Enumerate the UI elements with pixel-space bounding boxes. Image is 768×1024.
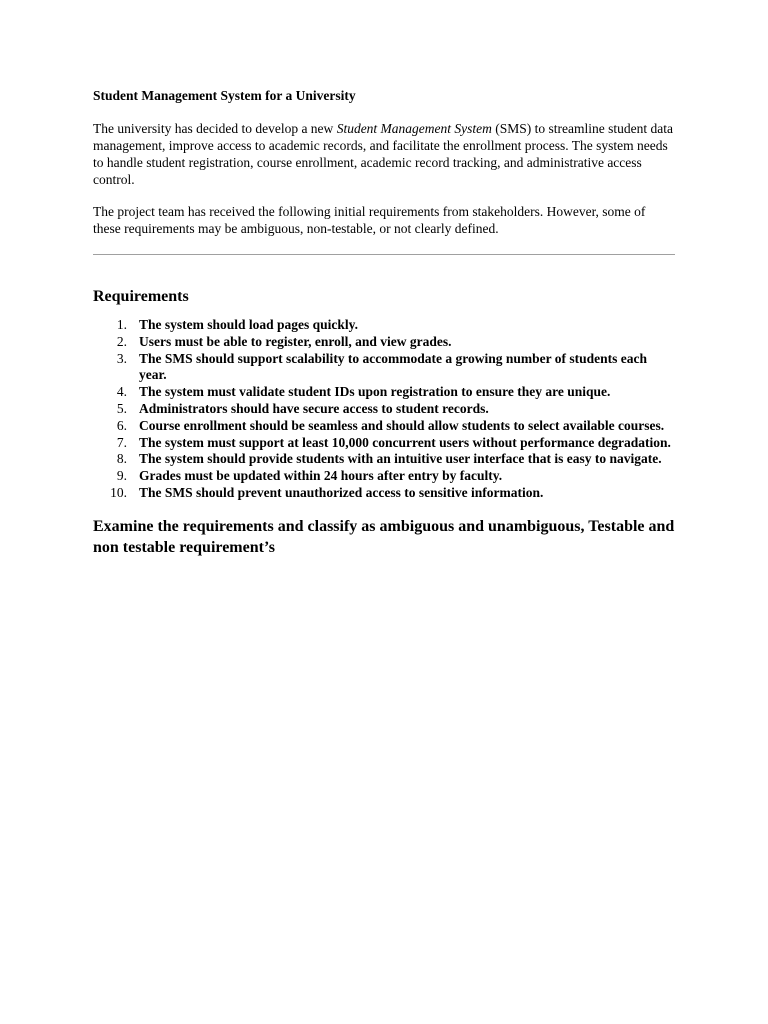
requirement-text: Users must be able to register, enroll, and view grades. [139, 333, 452, 349]
document-title: Student Management System for a University [93, 88, 356, 103]
task-question: Examine the requirements and classify as ambiguous and unambiguous, Testable and non testable requirement’s [93, 517, 675, 556]
requirements-list [93, 317, 675, 502]
requirement-number: 10. [110, 484, 127, 500]
requirement-number: 1. [116, 317, 127, 332]
requirement-item [93, 317, 675, 334]
requirement-number: 5. [116, 400, 127, 416]
requirement-item [93, 401, 675, 418]
document-body [93, 86, 675, 558]
requirement-number: 4. [116, 384, 127, 400]
requirement-item [93, 485, 675, 502]
requirement-item [93, 451, 675, 468]
requirement-item [93, 384, 675, 401]
requirement-text: Administrators should have secure access to student records. [139, 400, 489, 416]
requirement-number: 8. [116, 451, 127, 467]
requirement-number: 7. [116, 434, 127, 450]
requirement-item [93, 418, 675, 435]
requirement-item [93, 435, 675, 452]
requirement-text: Grades must be updated within 24 hours after entry by faculty. [139, 468, 503, 484]
intro-paragraph [93, 120, 675, 188]
intro-text-end: (SMS) to streamline student data management, improve access to academic records, and facilitate the enrollment process. The system needs to handle student registration, course enrollment, academic record tracking, and administrative access control. [93, 121, 674, 187]
requirement-number: 9. [116, 468, 127, 484]
intro-text-start: The university has decided to develop a new [93, 121, 337, 136]
requirement-text: The system should load pages quickly. [139, 317, 359, 332]
horizontal-divider [93, 254, 675, 255]
requirement-text: The system should provide students with an intuitive user interface that is easy to navigate. [139, 451, 662, 467]
requirements-heading: Requirements [93, 288, 189, 305]
requirement-number: 6. [116, 417, 127, 433]
requirement-text: The system must validate student IDs upon registration to ensure they are unique. [139, 384, 611, 400]
requirement-text: The SMS should support scalability to accommodate a growing number of students each year. [139, 350, 648, 383]
requirement-item [93, 351, 675, 385]
requirement-number: 3. [116, 350, 127, 366]
requirement-text: The system must support at least 10,000 concurrent users without performance degradation. [139, 434, 671, 450]
system-name-emphasis: Student Management System [336, 121, 492, 136]
requirement-text: Course enrollment should be seamless and should allow students to select available courses. [139, 417, 665, 433]
requirement-text: The SMS should prevent unauthorized access to sensitive information. [139, 484, 544, 500]
requirement-number: 2. [116, 333, 127, 349]
requirement-item [93, 468, 675, 485]
context-paragraph: The project team has received the following initial requirements from stakeholders. However, some of these requirements may be ambiguous, non-testable, or not clearly defined. [93, 204, 646, 236]
requirement-item [93, 334, 675, 351]
